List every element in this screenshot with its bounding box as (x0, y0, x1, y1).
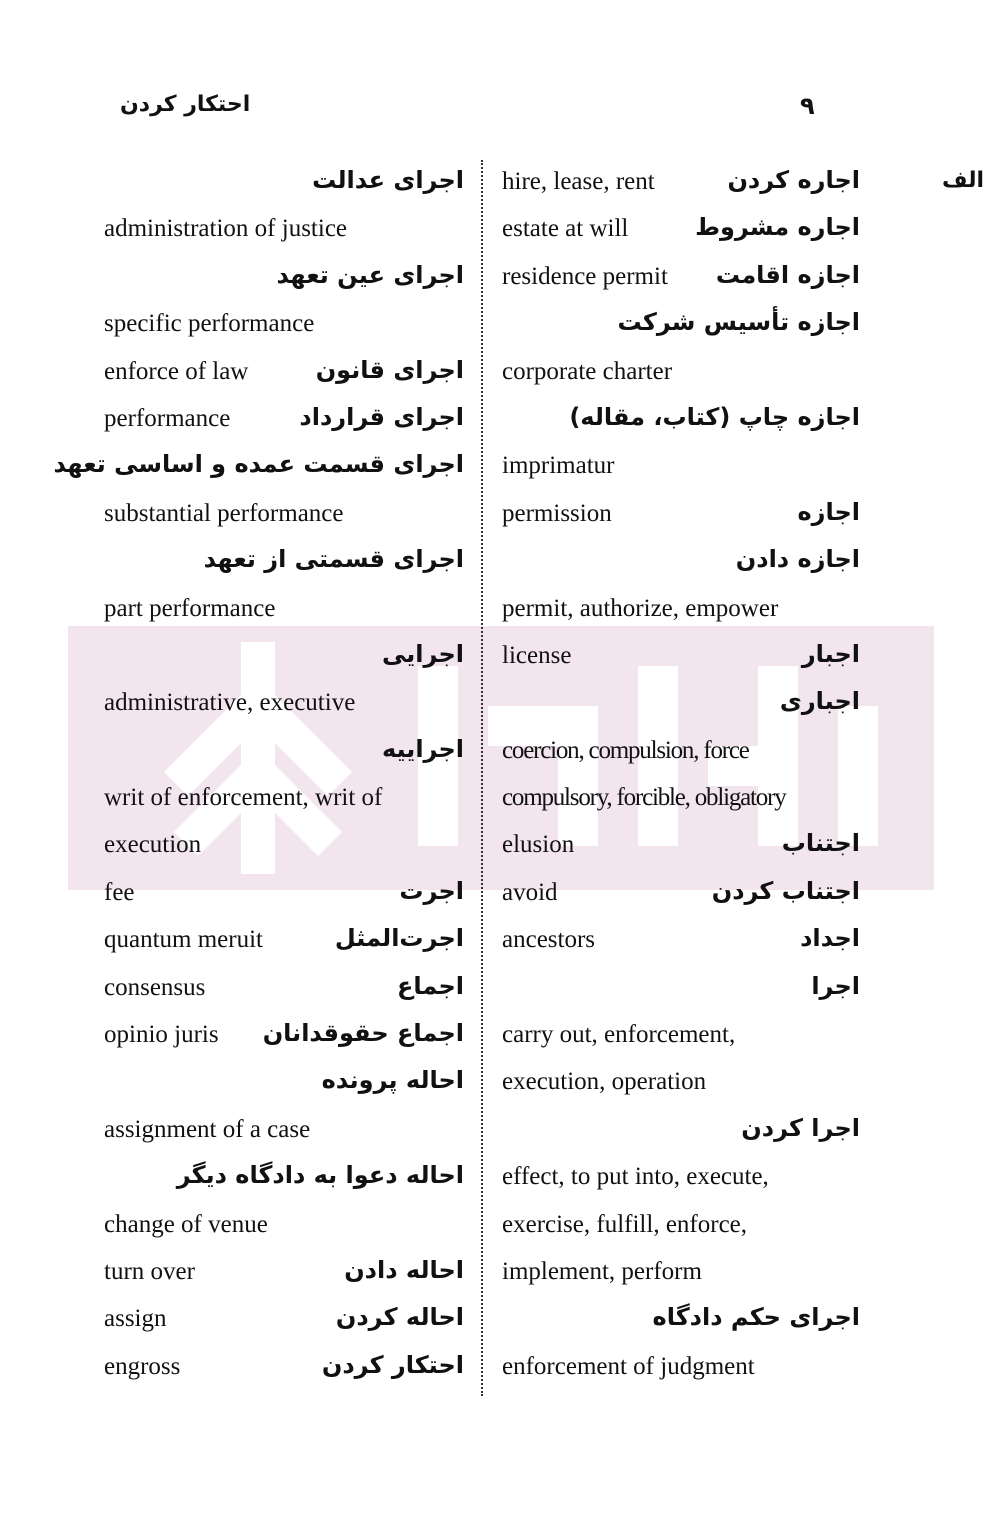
running-head: احتکار کردن (120, 92, 251, 117)
persian-headword: اجاره کردن (727, 166, 860, 194)
page-header (0, 92, 1000, 132)
english-term: estate at will (502, 215, 629, 243)
entry-row (100, 634, 464, 681)
english-term: opinio juris (104, 1021, 219, 1049)
persian-headword: اجرا کردن (741, 1113, 860, 1142)
entry-row (100, 776, 464, 823)
entry-row (498, 302, 860, 349)
persian-headword: احاله دعوا به دادگاه دیگر (176, 1161, 464, 1190)
english-term: avoid (502, 878, 558, 906)
entry-row (498, 492, 860, 539)
english-term: writ of enforcement, writ of (104, 784, 383, 812)
english-term: hire, lease, rent (502, 168, 655, 195)
english-term: permit, authorize, empower (502, 594, 779, 622)
entry-row (100, 1155, 464, 1202)
entry-row (498, 1060, 860, 1107)
entry-row (498, 207, 860, 254)
english-term: assign (104, 1305, 167, 1333)
entry-row (498, 1203, 860, 1250)
entry-row (498, 1345, 860, 1392)
english-term: imprimatur (502, 452, 615, 480)
english-term: assignment of a case (104, 1115, 311, 1143)
persian-headword: اجراییه (381, 734, 464, 763)
entry-row (100, 871, 464, 918)
entry-row (498, 350, 860, 397)
english-term: license (502, 641, 572, 669)
entry-row (100, 1013, 464, 1060)
english-term: compulsory, forcible, obligatory (502, 784, 786, 812)
entry-row (100, 1060, 464, 1107)
persian-headword: اجرای قسمت عمده و اساسی تعهد (53, 450, 464, 479)
entry-row (100, 492, 464, 539)
entry-row (498, 587, 860, 634)
entry-row (498, 1108, 860, 1155)
entry-row (100, 1345, 464, 1392)
entry-row (100, 302, 464, 349)
persian-headword: اجازه چاپ (کتاب، مقاله) (569, 402, 860, 431)
persian-headword: اجرای عدالت (312, 166, 464, 194)
persian-headword: اجرا (811, 971, 860, 1000)
entry-row (100, 1108, 464, 1155)
page-number: ۹ (800, 92, 815, 120)
persian-headword: اجازه (797, 497, 860, 526)
english-term: engross (104, 1352, 181, 1380)
entry-row (100, 966, 464, 1013)
persian-headword: اجاره مشروط (695, 213, 860, 242)
entry-row (498, 871, 860, 918)
section-thumb-tab: الف (942, 168, 985, 193)
entry-row (100, 539, 464, 586)
entry-row (498, 966, 860, 1013)
entry-row (498, 1297, 860, 1344)
english-term: coercion, compulsion, force (502, 736, 749, 764)
entry-row (498, 776, 860, 823)
english-term: permission (502, 499, 612, 527)
english-term: administrative, executive (104, 689, 356, 717)
persian-headword: اجرایی (382, 639, 464, 668)
entry-row (100, 587, 464, 634)
persian-headword: اجرای قانون (315, 355, 464, 384)
english-term: specific performance (104, 310, 315, 338)
english-term: consensus (104, 973, 206, 1001)
english-term: execution, operation (502, 1068, 707, 1096)
entry-row (100, 918, 464, 965)
entry-row (498, 634, 860, 681)
english-term: turn over (104, 1257, 195, 1285)
english-term: implement, perform (502, 1257, 702, 1285)
entry-row (100, 207, 464, 254)
entry-row (498, 255, 860, 302)
persian-headword: اجازه دادن (735, 545, 860, 574)
entry-row (100, 350, 464, 397)
entry-row (100, 1250, 464, 1297)
persian-headword: اجماع (396, 971, 464, 1000)
english-term: administration of justice (104, 215, 348, 243)
persian-headword: اجماع حقوقدانان (262, 1019, 464, 1048)
entry-row (100, 1297, 464, 1344)
persian-headword: اجازه اقامت (715, 260, 860, 289)
english-term: enforce of law (104, 357, 249, 385)
entry-row (498, 1013, 860, 1060)
english-term: carry out, enforcement, (502, 1021, 736, 1049)
english-term: execution (104, 831, 202, 859)
persian-headword: اجباری (779, 687, 860, 716)
persian-headword: اجتناب (781, 829, 860, 858)
english-term: residence permit (502, 262, 668, 290)
english-term: change of venue (104, 1210, 268, 1238)
persian-headword: اجداد (800, 924, 860, 953)
english-term: part performance (104, 594, 276, 622)
english-term: fee (104, 878, 135, 906)
persian-headword: اجرای حکم دادگاه (652, 1303, 860, 1332)
english-term: quantum meruit (104, 926, 263, 954)
entry-row (498, 160, 860, 207)
right-column (498, 160, 860, 1392)
english-term: substantial performance (104, 499, 344, 527)
entry-row (498, 1155, 860, 1202)
persian-headword: احتکار کردن (321, 1350, 464, 1379)
persian-headword: اجرت‌المثل (334, 924, 464, 953)
entry-row (498, 397, 860, 444)
english-term: ancestors (502, 926, 596, 954)
left-column (53, 160, 464, 1392)
entry-row (100, 681, 464, 728)
english-term: exercise, fulfill, enforce, (502, 1210, 748, 1238)
persian-headword: اجرای قرارداد (299, 402, 464, 431)
persian-headword: احاله پرونده (321, 1066, 464, 1095)
entry-row (498, 444, 860, 491)
entry-row (100, 397, 464, 444)
entry-row (498, 823, 860, 870)
persian-headword: اجرای قسمتی از تعهد (203, 545, 464, 574)
entry-row (498, 918, 860, 965)
entry-row (498, 729, 860, 776)
entry-row (498, 539, 860, 586)
english-term: performance (104, 404, 231, 432)
entry-row (100, 823, 464, 870)
persian-headword: احاله کردن (335, 1303, 464, 1332)
english-term: enforcement of judgment (502, 1352, 755, 1380)
entry-row (100, 160, 464, 207)
persian-headword: احاله دادن (344, 1255, 464, 1284)
persian-headword: اجرت (399, 876, 464, 905)
english-term: corporate charter (502, 357, 673, 385)
column-divider (481, 160, 483, 1396)
persian-headword: اجتناب کردن (711, 876, 860, 905)
persian-headword: اجازه تأسیس شرکت (617, 308, 860, 337)
entry-row (100, 255, 464, 302)
entry-row (498, 681, 860, 728)
entry-row (100, 1203, 464, 1250)
persian-headword: اجرای عین تعهد (276, 260, 464, 289)
entry-row (498, 1250, 860, 1297)
english-term: effect, to put into, execute, (502, 1163, 769, 1191)
entry-row (100, 729, 464, 776)
entry-row (53, 444, 464, 491)
english-term: elusion (502, 831, 575, 859)
persian-headword: اجبار (801, 639, 860, 668)
